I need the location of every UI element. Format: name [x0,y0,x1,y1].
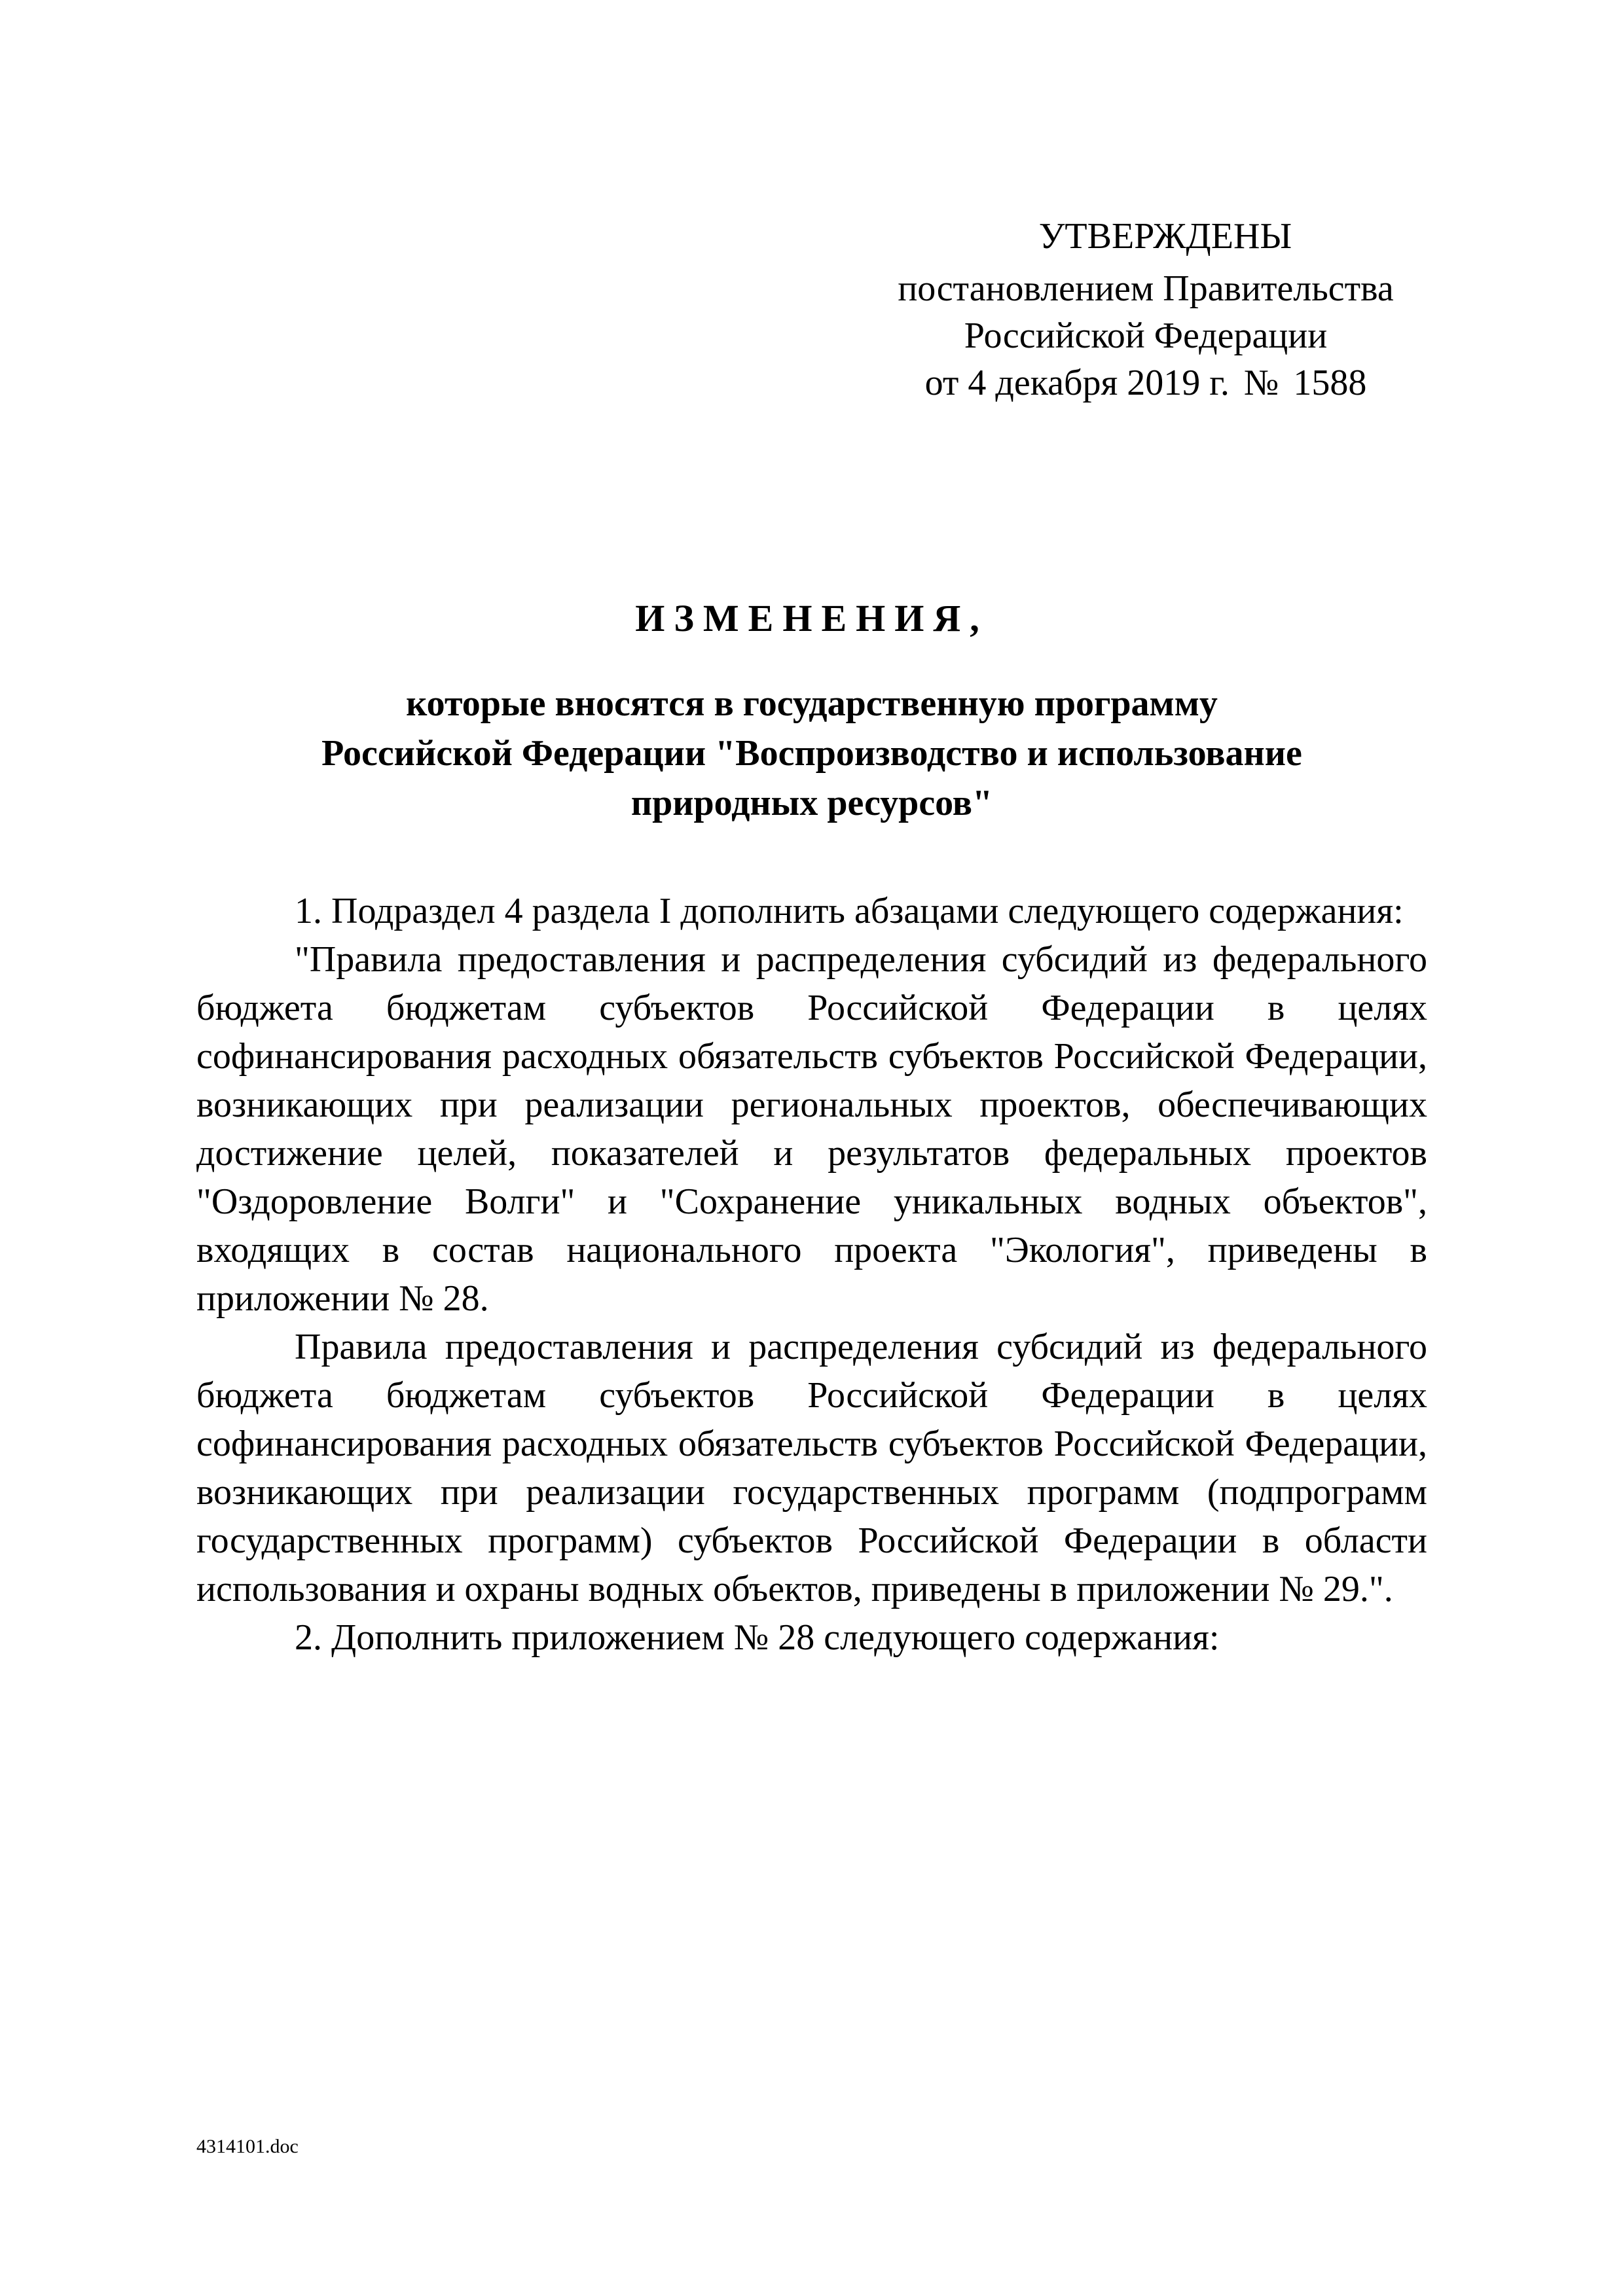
paragraph-1: 1. Подраздел 4 раздела I дополнить абзацами следующего содержания: [295,891,1404,931]
document-body [196,887,1427,1662]
document-title [196,592,1427,828]
title-heading: ИЗМЕНЕНИЯ, [635,597,989,639]
decree-number: 1588 [1293,363,1367,403]
approval-government-line: Российской Федерации [964,315,1328,356]
approval-block [851,213,1440,406]
approval-date: от 4 декабря 2019 г. [924,363,1230,403]
paragraph-4: 2. Дополнить приложением № 28 следующего содержания: [295,1617,1220,1658]
number-sign: № [1243,363,1279,403]
title-subtitle-line-1: которые вносятся в государственную программу [406,683,1218,724]
title-subtitle-line-2: Российской Федерации "Воспроизводство и использование [321,733,1302,774]
approval-decree-line: постановлением Правительства [898,268,1394,309]
title-subtitle-line-3: природных ресурсов" [630,783,993,823]
approval-date-line [851,359,1440,406]
paragraph-3: Правила предоставления и распределения субсидий из федерального бюджета бюджетам субъектов Российской Федерации в целях софинансирования расходных обязательств субъектов Российской Федерации, возникающих при реализации государственных программ (подпрограмм государственных программ) субъектов Российской Федерации в области использования и охраны водных объектов, приведены в приложении № 29.". [196,1327,1427,1609]
approved-label: УТВЕРЖДЕНЫ [1038,216,1292,257]
paragraph-2: "Правила предоставления и распределения субсидий из федерального бюджета бюджетам субъектов Российской Федерации в целях софинансирования расходных обязательств субъектов Российской Федерации, возникающих при реализации региональных проектов, обеспечивающих достижение целей, показателей и результатов федеральных проектов "Оздоровление Волги" и "Сохранение уникальных водных объектов", входящих в состав национального проекта "Экология", приведены в приложении № 28. [196,939,1427,1319]
footer-file-name: 4314101.doc [196,2136,299,2157]
